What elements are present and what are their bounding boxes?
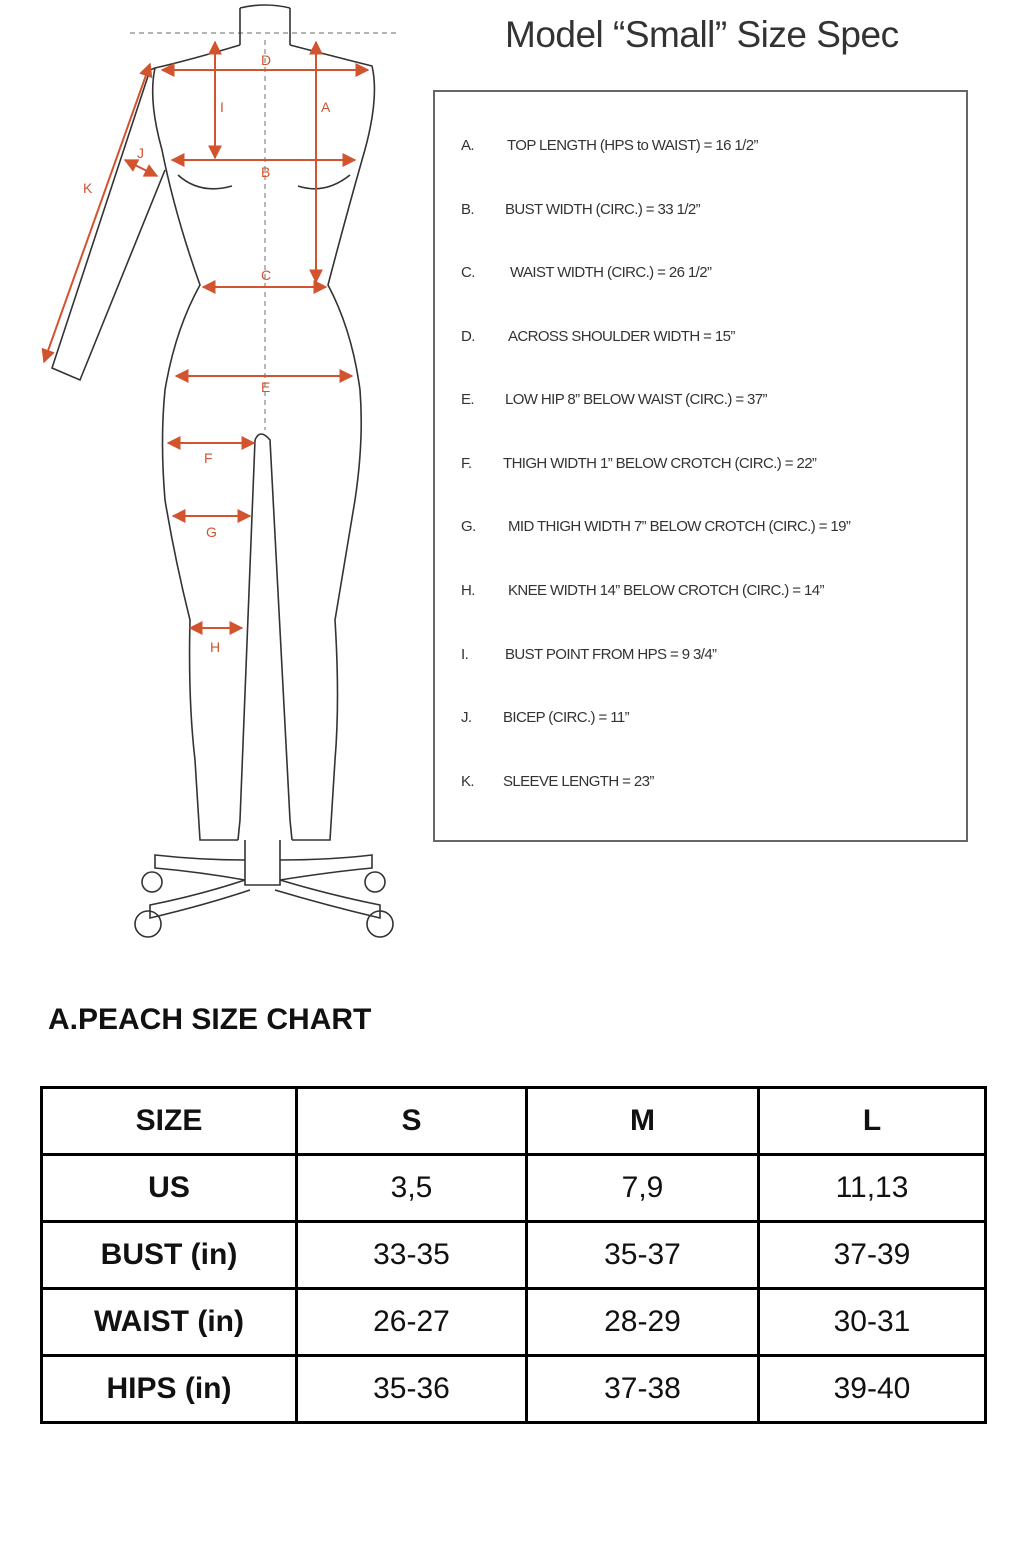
table-header-row	[42, 1088, 986, 1155]
figure-label-f: F	[204, 450, 213, 466]
figure-label-e: E	[261, 379, 271, 395]
spec-letter: E.	[461, 391, 474, 408]
table-header-cell: S	[297, 1088, 527, 1155]
table-header-cell: SIZE	[42, 1088, 297, 1155]
table-row-header: BUST (in)	[42, 1222, 297, 1289]
table-cell: 35-37	[527, 1222, 759, 1289]
measure-j-line	[125, 160, 157, 176]
spec-letter: D.	[461, 328, 475, 345]
figure-label-a: A	[321, 99, 331, 115]
table-header-cell: M	[527, 1088, 759, 1155]
spec-text: THIGH WIDTH 1” BELOW CROTCH (CIRC.) = 22”	[503, 455, 817, 472]
spec-text: BICEP (CIRC.) = 11”	[503, 709, 629, 726]
spec-text: BUST POINT FROM HPS = 9 3/4”	[505, 646, 717, 663]
spec-title: Model “Small” Size Spec	[505, 14, 899, 55]
spec-box	[433, 90, 968, 842]
table-cell: 30-31	[759, 1289, 986, 1356]
table-row-header: HIPS (in)	[42, 1356, 297, 1423]
spec-letter: H.	[461, 582, 475, 599]
spec-text: MID THIGH WIDTH 7” BELOW CROTCH (CIRC.) = 19”	[508, 518, 851, 535]
spec-text: KNEE WIDTH 14” BELOW CROTCH (CIRC.) = 14”	[508, 582, 824, 599]
table-row	[42, 1356, 986, 1423]
figure-label-i: I	[220, 99, 224, 115]
table-cell: 37-39	[759, 1222, 986, 1289]
figure-label-d: D	[261, 52, 272, 68]
figure-label-k: K	[83, 180, 93, 196]
figure-label-j: J	[137, 145, 144, 161]
table-row	[42, 1222, 986, 1289]
table-header-cell: L	[759, 1088, 986, 1155]
table-cell: 11,13	[759, 1155, 986, 1222]
table-row-header: WAIST (in)	[42, 1289, 297, 1356]
table-cell: 39-40	[759, 1356, 986, 1423]
figure-label-g: G	[206, 524, 217, 540]
spec-text: SLEEVE LENGTH = 23”	[503, 773, 654, 790]
mannequin-outline	[52, 5, 393, 937]
spec-letter: J.	[461, 709, 472, 726]
spec-letter: K.	[461, 773, 474, 790]
table-cell: 33-35	[297, 1222, 527, 1289]
table-row-header: US	[42, 1155, 297, 1222]
table-row	[42, 1155, 986, 1222]
spec-letter: A.	[461, 137, 474, 154]
spec-text: ACROSS SHOULDER WIDTH = 15”	[508, 328, 735, 345]
spec-letter: B.	[461, 201, 474, 218]
table-cell: 26-27	[297, 1289, 527, 1356]
spec-letter: I.	[461, 646, 469, 663]
table-cell: 7,9	[527, 1155, 759, 1222]
spec-letter: C.	[461, 264, 475, 281]
spec-text: BUST WIDTH (CIRC.) = 33 1/2”	[505, 201, 701, 218]
spec-text: LOW HIP 8” BELOW WAIST (CIRC.) = 37”	[505, 391, 767, 408]
measure-k-line	[44, 64, 150, 362]
figure-label-c: C	[261, 267, 272, 283]
spec-text: WAIST WIDTH (CIRC.) = 26 1/2”	[510, 264, 712, 281]
figure-label-h: H	[210, 639, 221, 655]
mannequin-diagram	[0, 0, 420, 960]
table-cell: 35-36	[297, 1356, 527, 1423]
table-cell: 37-38	[527, 1356, 759, 1423]
spec-letter: G.	[461, 518, 476, 535]
spec-letter: F.	[461, 455, 472, 472]
table-cell: 3,5	[297, 1155, 527, 1222]
size-chart-table	[40, 1086, 987, 1424]
spec-text: TOP LENGTH (HPS to WAIST) = 16 1/2”	[507, 137, 758, 154]
size-chart-title: A.PEACH SIZE CHART	[48, 1003, 372, 1036]
table-cell: 28-29	[527, 1289, 759, 1356]
figure-label-b: B	[261, 164, 271, 180]
table-row	[42, 1289, 986, 1356]
